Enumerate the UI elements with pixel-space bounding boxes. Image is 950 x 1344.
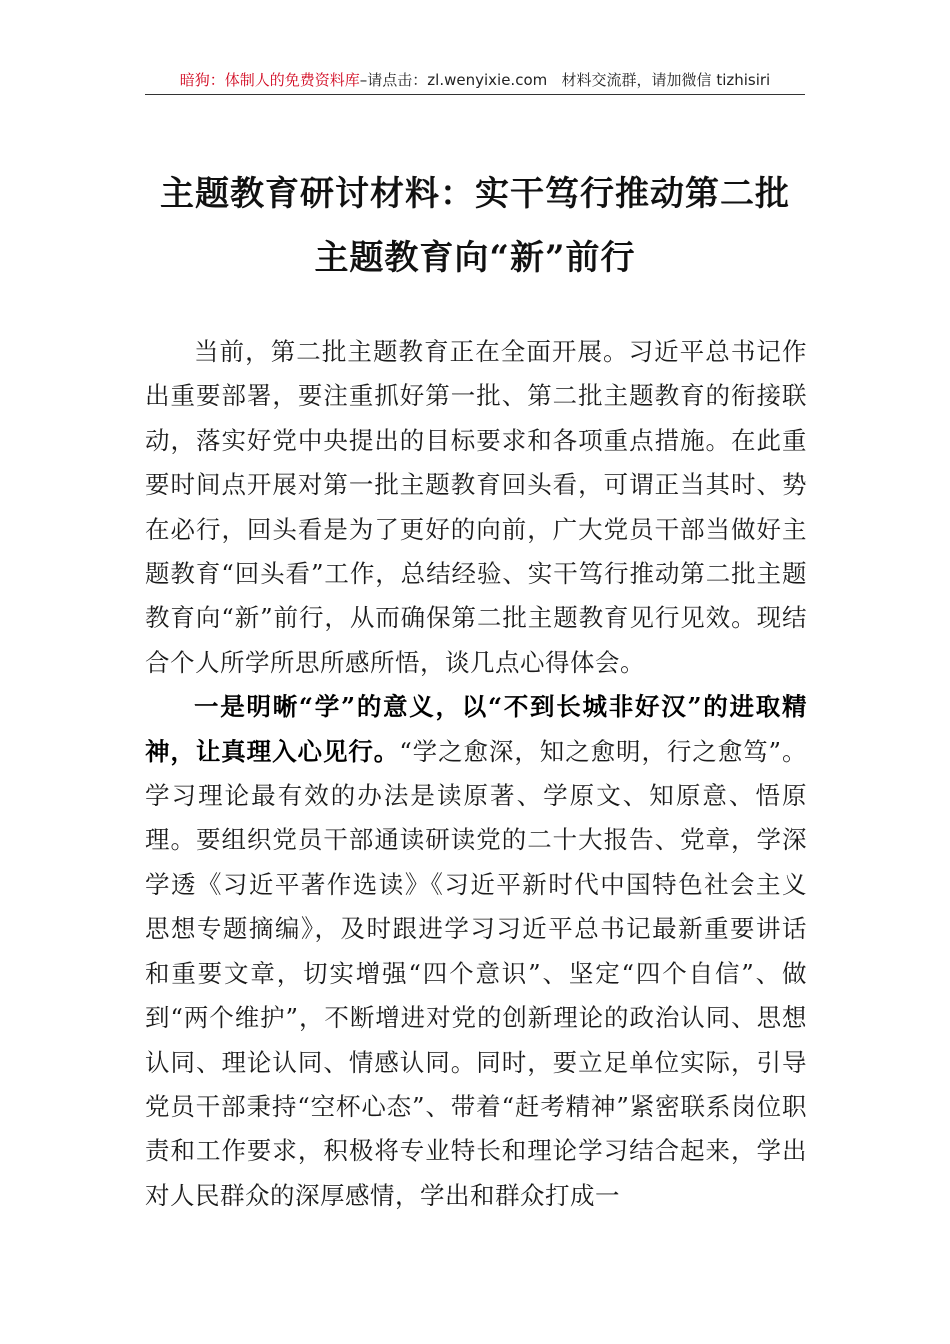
paragraph-point-one [145,685,807,1218]
header-source: 暗狗：体制人的免费资料库 [179,71,360,89]
document-title-line1: 主题教育研讨材料：实干笃行推动第二批 [160,174,790,214]
document-body [145,330,807,1218]
point-one-heading: 一是明晰“学”的意义，以“不到长城非好汉”的进取精神，让真理入心见行。 [145,692,807,766]
paragraph-intro: 当前，第二批主题教育正在全面开展。习近平总书记作出重要部署，要注重抓好第一批、第二批主题教育的衔接联动，落实好党中央提出的目标要求和各项重点措施。在此重要时间点开展对第一批主题教育回头看，可谓正当其时、势在必行，回头看是为了更好的向前，广大党员干部当做好主题教育“回头看”工作，总结经验、实干笃行推动第二批主题教育向“新”前行，从而确保第二批主题教育见行见效。现结合个人所学所思所感所悟，谈几点心得体会。 [145,337,807,677]
header-contact: 材料交流群，请加微信 tizhisiri [561,71,771,89]
header-link-prefix: –请点击： [359,71,428,89]
point-one-text: “学之愈深，知之愈明，行之愈笃”。学习理论最有效的办法是读原著、学原文、知原意、悟原理。要组织党员干部通读研读党的二十大报告、党章，学深学透《习近平著作选读》《习近平新时代中国特色社会主义思想专题摘编》，及时跟进学习习近平总书记最新重要讲话和重要文章，切实增强“四个意识”、坚定“四个自信”、做到“两个维护”，不断增进对党的创新理论的政治认同、思想认同、理论认同、情感认同。同时，要立足单位实际，引导党员干部秉持“空杯心态”、带着“赶考精神”紧密联系岗位职责和工作要求，积极将专业特长和理论学习结合起来，学出对人民群众的深厚感情，学出和群众打成一 [145,736,807,1210]
page-header [145,66,805,95]
document-title-line2: 主题教育向“新”前行 [314,238,636,278]
header-link-url[interactable]: zl.wenyixie.com [427,71,548,89]
